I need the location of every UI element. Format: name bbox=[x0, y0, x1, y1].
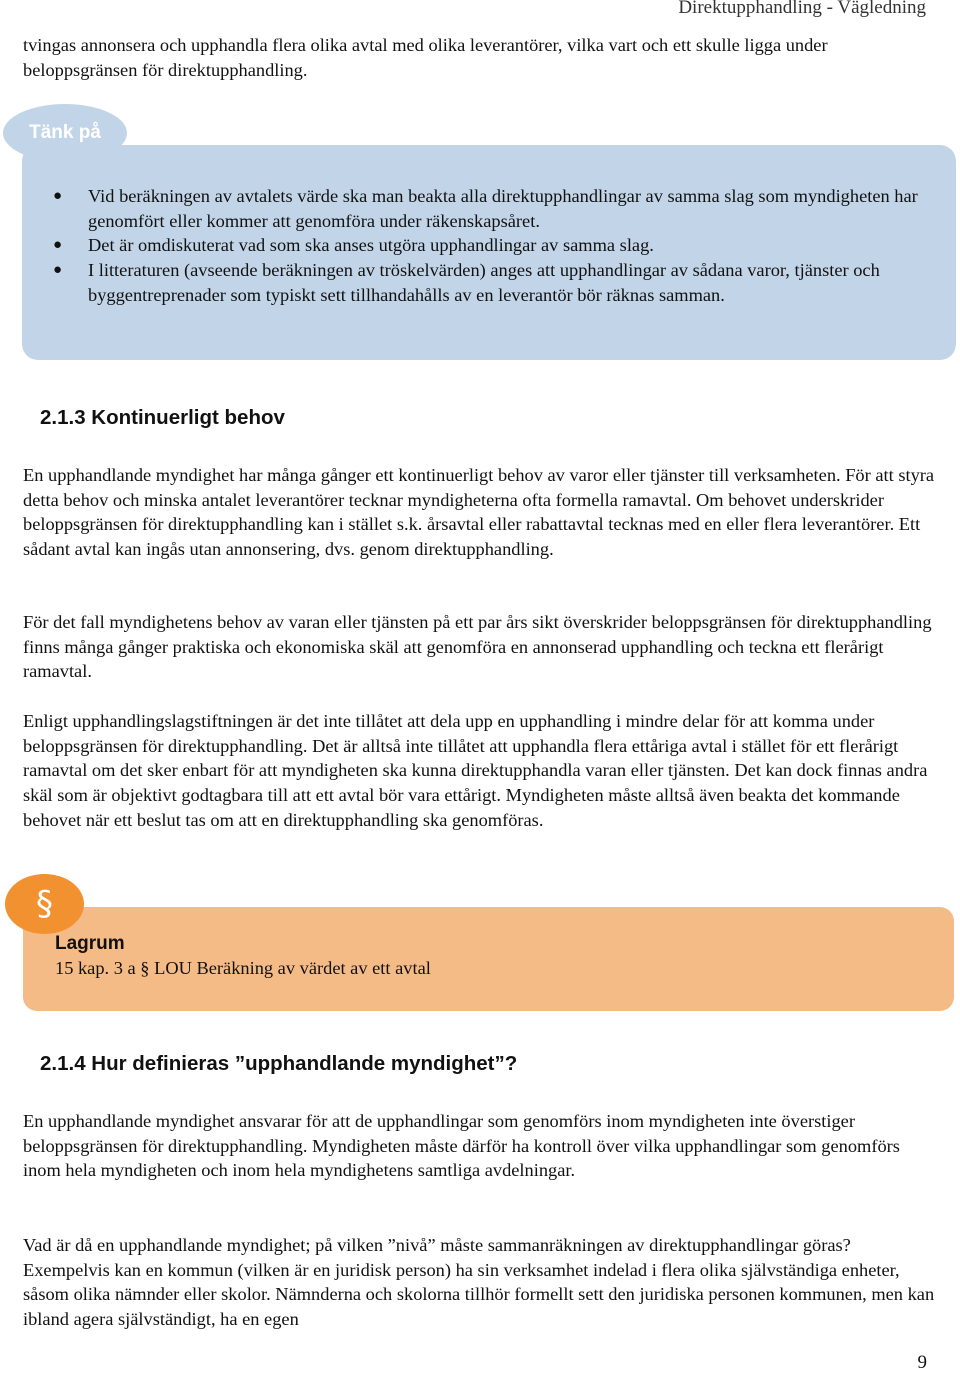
think-callout-item: ● Det är omdiskuterat vad som ska anses utgöra upphandlingar av samma slag. bbox=[52, 233, 922, 258]
page-number: 9 bbox=[917, 1352, 927, 1373]
think-callout-item: ● Vid beräkningen av avtalets värde ska man beakta alla direktupphandlingar av samma slag som myndigheten har genomfört eller kommer att genomföra under räkenskapsåret. bbox=[53, 186, 918, 231]
think-callout-list bbox=[52, 184, 922, 308]
think-callout-item: ● I litteraturen (avseende beräkningen av tröskelvärden) anges att upphandlingar av sådana varor, tjänster och byggentreprenader som typiskt sett tillhandahålls av en leverantör bör räknas samman. bbox=[53, 260, 880, 305]
bullet-icon: ● bbox=[53, 188, 63, 204]
section-heading-2-1-4: 2.1.4 Hur definieras ”upphandlande myndighet”? bbox=[40, 1052, 518, 1075]
bullet-icon: ● bbox=[53, 237, 63, 254]
paragraph-sign-icon: § bbox=[5, 874, 84, 934]
body-paragraph: En upphandlande myndighet har många gånger ett kontinuerligt behov av varor eller tjänster till verksamheten. För att styra detta behov och minska antalet leverantörer tecknar myndigheterna ofta formella ramavtal. Om behovet underskrider beloppsgränsen för direktupphandling kan i stället s.k. årsavtal eller rabattavtal tecknas med en eller flera leverantörer. Ett sådant avtal kan ingås utan annonsering, dvs. genom direktupphandling. bbox=[23, 465, 935, 560]
lagrum-reference: 15 kap. 3 a § LOU Beräkning av värdet av ett avtal bbox=[55, 958, 431, 978]
section-heading-2-1-3: 2.1.3 Kontinuerligt behov bbox=[40, 406, 285, 429]
bullet-icon: ● bbox=[53, 262, 63, 279]
body-paragraph: En upphandlande myndighet ansvarar för att de upphandlingar som genomförs inom myndigheten inte överstiger beloppsgränsen för direktupphandling. Myndigheten måste därför ha kontroll över vilka upphandlingar som genomförs inom hela myndigheten och inom hela myndighetens samtliga avdelningar. bbox=[23, 1111, 900, 1181]
intro-paragraph: tvingas annonsera och upphandla flera olika avtal med olika leverantörer, vilka vart och ett skulle ligga under beloppsgränsen för direktupphandling. bbox=[23, 35, 828, 80]
think-callout-label: Tänk på bbox=[3, 104, 127, 162]
lagrum-title: Lagrum bbox=[55, 933, 125, 954]
running-header: Direktupphandling - Vägledning bbox=[678, 0, 926, 18]
body-paragraph: För det fall myndighetens behov av varan eller tjänsten på ett par års sikt överskrider beloppsgränsen för direktupphandling finns många gånger praktiska och ekonomiska skäl att genomföra en annonserad upphandling och teckna ett flerårigt ramavtal. bbox=[23, 612, 932, 682]
body-paragraph: Enligt upphandlingslagstiftningen är det inte tillåtet att dela upp en upphandling i mindre delar för att komma under beloppsgränsen för direktupphandling. Det är alltså inte tillåtet att upphandla flera ettåriga avtal i stället för ett flerårigt ramavtal om det sker enbart för att myndigheten ska kunna direktupphandla varan eller tjänsten. Det kan dock finnas andra skäl som är objektivt godtagbara till att ett avtal bör vara ettårigt. Myndigheten måste alltså även beakta det kommande behovet när ett beslut tas om att en direktupphandling ska genomföras. bbox=[23, 711, 928, 830]
body-paragraph: Vad är då en upphandlande myndighet; på vilken ”nivå” måste sammanräkningen av direktupphandlingar göras? Exempelvis kan en kommun (vilken är en juridisk person) ha sin verksamhet indelad i flera olika självständiga enheter, såsom olika nämnder eller skolor. Nämnderna och skolorna tillhör formellt sett den juridiska personen kommunen, men kan ibland agera självständigt, ha en egen bbox=[23, 1235, 935, 1330]
